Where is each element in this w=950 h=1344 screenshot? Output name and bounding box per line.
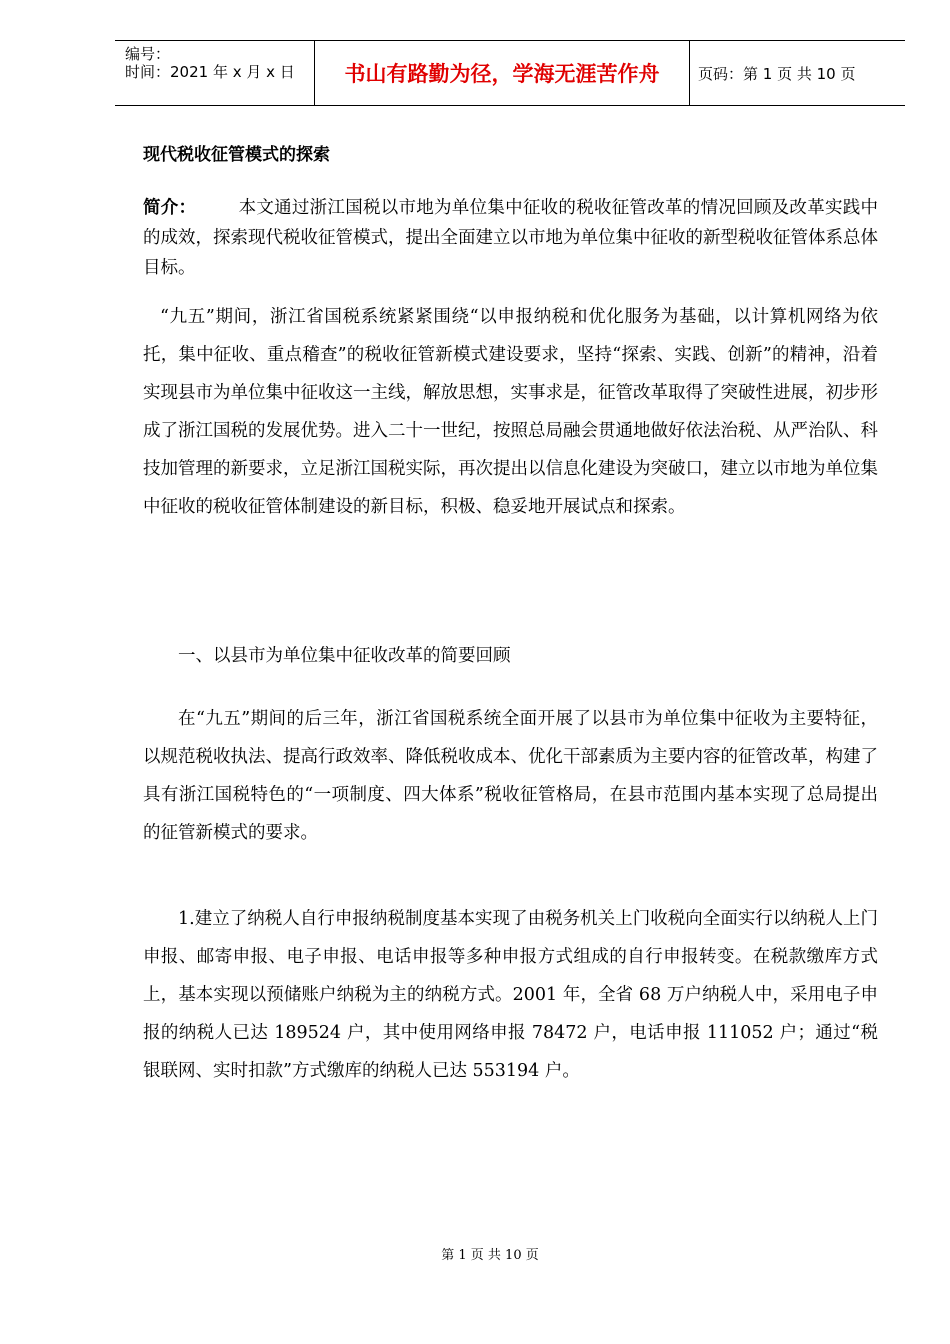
header-page-cell <box>690 41 905 105</box>
body-paragraph-3: 1.建立了纳税人自行申报纳税制度基本实现了由税务机关上门收税向全面实行以纳税人上门申报、邮寄申报、电子申报、电话申报等多种申报方式组成的自行申报转变。在税款缴库方式上，基本实现以预储账户纳税为主的纳税方式。2001 年，全省 68 万户纳税人中，采用电子申报的纳税人已达 189524 户，其中使用网络申报 78472 户，电话申报 111052 户；通过“税银联网、实时扣款”方式缴库的纳税人已达 553194 户。 <box>143 909 878 1081</box>
page-number-label: 页码：第 1 页 共 10 页 <box>698 64 856 83</box>
body-paragraph-2: 在“九五”期间的后三年，浙江省国税系统全面开展了以县市为单位集中征收为主要特征，以规范税收执法、提高行政效率、降低税收成本、优化干部素质为主要内容的征管改革，构建了具有浙江国税特色的“一项制度、四大体系”税收征管格局，在县市范围内基本实现了总局提出的征管新模式的要求。 <box>143 709 878 843</box>
document-title: 现代税收征管模式的探索 <box>143 145 330 165</box>
body-paragraph-1: “九五”期间，浙江省国税系统紧紧围绕“以申报纳税和优化服务为基础，以计算机网络为依托，集中征收、重点稽查”的税收征管新模式建设要求，坚持“探索、实践、创新”的精神，沿着实现县市为单位集中征收这一主线，解放思想，实事求是，征管改革取得了突破性进展，初步形成了浙江国税的发展优势。进入二十一世纪，按照总局融会贯通地做好依法治税、从严治队、科技加管理的新要求，立足浙江国税实际，再次提出以信息化建设为突破口，建立以市地为单位集中征收的税收征管体制建设的新目标，积极、稳妥地开展试点和探索。 <box>143 307 878 517</box>
summary-paragraph <box>143 193 878 283</box>
header-table <box>115 40 905 106</box>
document-number-label: 编号： <box>125 45 171 63</box>
header-motto-cell <box>315 41 690 105</box>
motto-text: 书山有路勤为径，学海无涯苦作舟 <box>344 62 660 86</box>
section-heading-1: 一、以县市为单位集中征收改革的简要回顾 <box>178 646 511 666</box>
header-meta-cell <box>115 41 315 105</box>
document-time-label: 时间：2021 年 x 月 x 日 <box>125 63 295 81</box>
page-footer: 第 1 页 共 10 页 <box>441 1248 539 1263</box>
summary-label: 简介： <box>143 198 197 218</box>
summary-text: 本文通过浙江国税以市地为单位集中征收的税收征管改革的情况回顾及改革实践中的成效，探索现代税收征管模式，提出全面建立以市地为单位集中征收的新型税收征管体系总体目标。 <box>143 198 879 278</box>
